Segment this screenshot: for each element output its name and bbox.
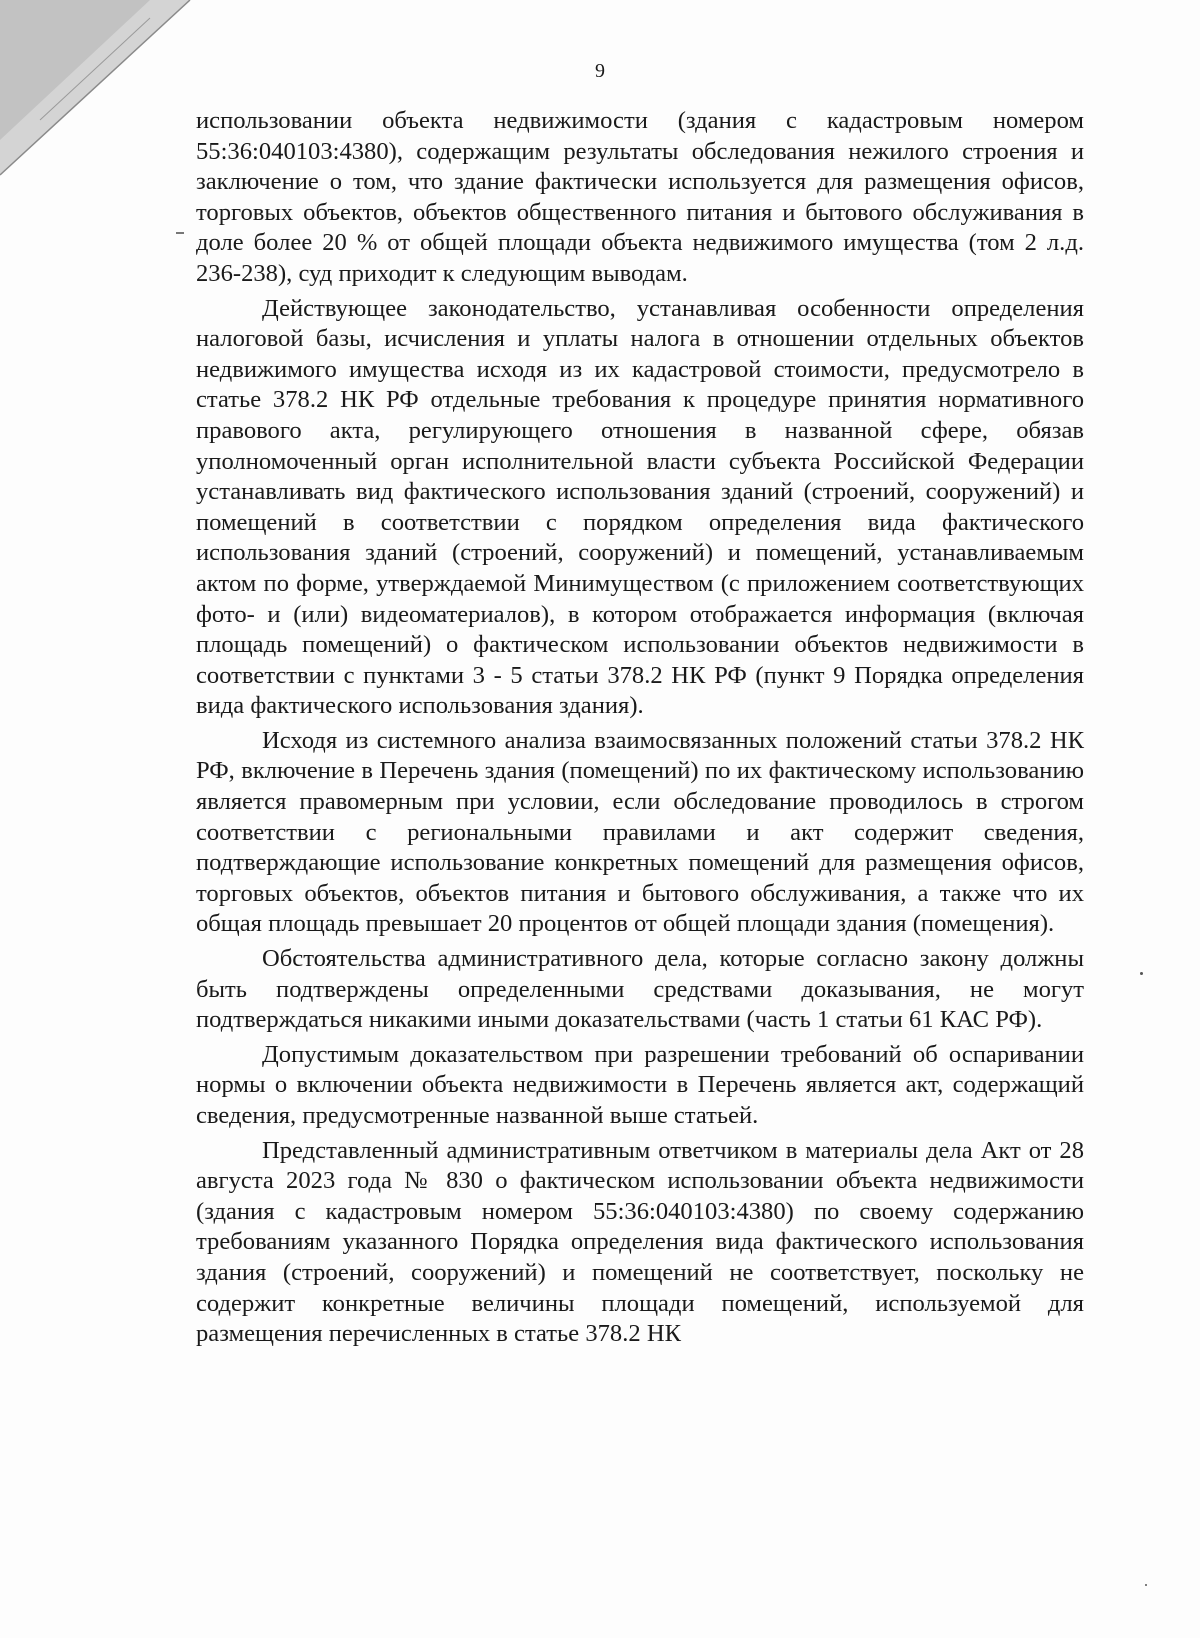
folded-corner-shadow (0, 0, 200, 200)
paragraph-5: Допустимым доказательством при разрешении требований об оспаривании нормы о включении объекта недвижимости в Перечень является акт, содержащий сведения, предусмотренные названной выше статьей. (196, 1040, 1084, 1129)
document-body (196, 106, 1084, 1350)
scan-artifact (176, 232, 184, 234)
paragraph-6: Представленный административным ответчиком в материалы дела Акт от 28 августа 2023 года № 830 о фактическом использовании объекта недвижимости (здания с кадастровым номером 55:36:040103:4380) по своему содержанию требованиям указанного Порядка определения вида фактического использования здания (строений, сооружений) и помещений не соответствует, поскольку не содержит конкретные величины площади помещений, используемой для размещения перечисленных в статье 378.2 НК (196, 1136, 1084, 1348)
page-number: 9 (595, 60, 605, 82)
paragraph-4: Обстоятельства административного дела, которые согласно закону должны быть подтверждены определенными средствами доказывания, не могут подтверждаться никакими иными доказательствами (часть 1 статьи 61 КАС РФ). (196, 945, 1084, 1034)
scan-artifact (1140, 972, 1143, 975)
scan-artifact (1145, 1584, 1147, 1586)
paragraph-1: использовании объекта недвижимости (здания с кадастровым номером 55:36:040103:4380), содержащим результаты обследования нежилого строения и заключение о том, что здание фактически используется для размещения офисов, торговых объектов, объектов общественного питания и бытового обслуживания в доле более 20 % от общей площади объекта недвижимого имущества (том 2 л.д. 236-238), суд приходит к следующим выводам. (196, 107, 1084, 287)
paragraph-2: Действующее законодательство, устанавливая особенности определения налоговой базы, исчисления и уплаты налога в отношении отдельных объектов недвижимого имущества исходя из их кадастровой стоимости, предусмотрело в статье 378.2 НК РФ отдельные требования к процедуре принятия нормативного правового акта, регулирующего отношения в названной сфере, обязав уполномоченный орган исполнительной власти субъекта Российской Федерации устанавливать вид фактического использования зданий (строений, сооружений) и помещений в соответствии с порядком определения вида фактического использования зданий (строений, сооружений) и помещений, устанавливаемым актом по форме, утверждаемой Минимуществом (с приложением соответствующих фото- и (или) видеоматериалов), в котором отображается информация (включая площадь помещений) о фактическом использовании объектов недвижимости в соответствии с пунктами 3 - 5 статьи 378.2 НК РФ (пункт 9 Порядка определения вида фактического использования здания). (196, 294, 1084, 720)
paragraph-3: Исходя из системного анализа взаимосвязанных положений статьи 378.2 НК РФ, включение в Перечень здания (помещений) по их фактическому использованию является правомерным при условии, если обследование проводилось в строгом соответствии с региональными правилами и акт содержит сведения, подтверждающие использование конкретных помещений для размещения офисов, торговых объектов, объектов питания и бытового обслуживания, а также что их общая площадь превышает 20 процентов от общей площади здания (помещения). (196, 726, 1084, 938)
